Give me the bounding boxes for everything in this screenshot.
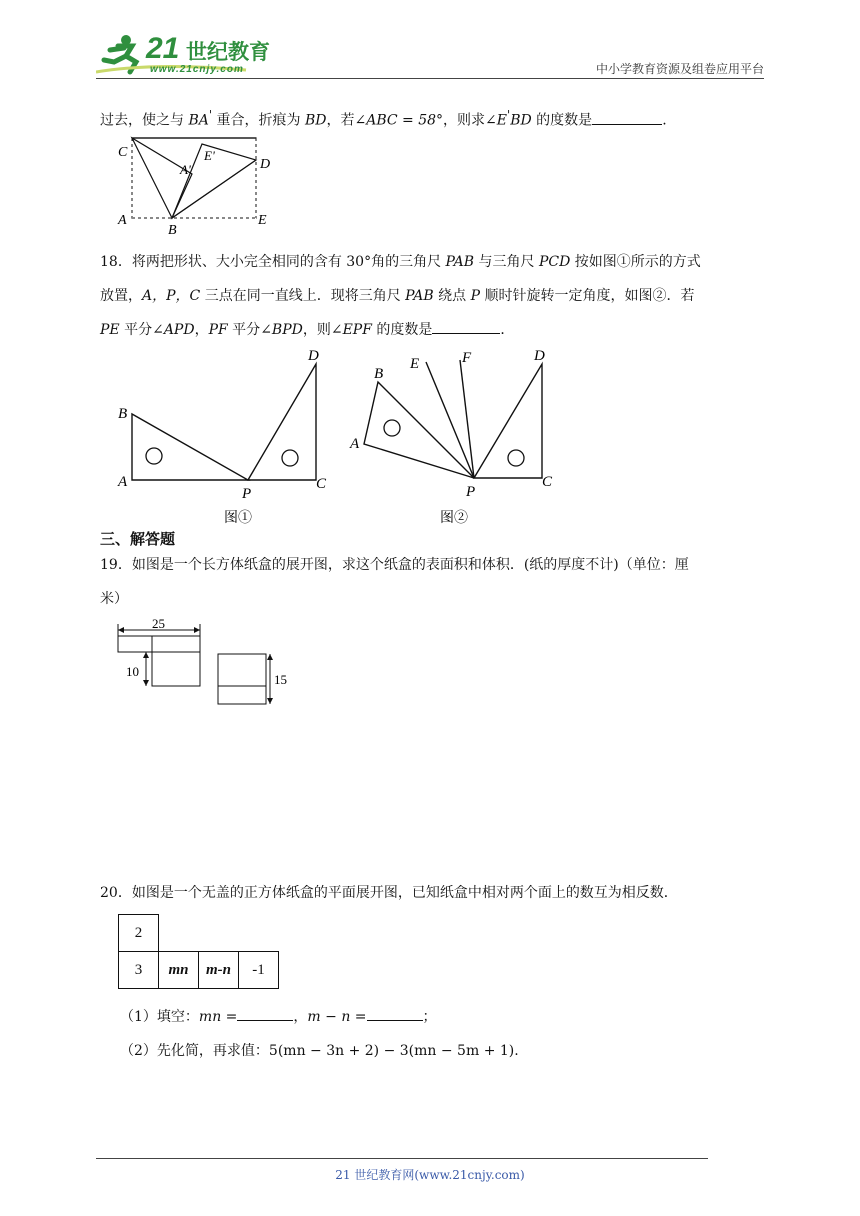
footer-link[interactable]: 21 世纪教育网(www.21cnjy.com) [335,1168,525,1182]
grid-cell: 2 [119,915,159,952]
q18-line1: 18．将两把形状、大小完全相同的含有 30°角的三角尺 PAB 与三角尺 PCD 按如图①所示的方式 [100,254,701,270]
q19-line2: 米） [100,591,128,607]
fig-label: F [462,350,472,366]
fig-label: E [258,213,267,228]
fig-label: A [118,474,128,490]
logo-text: 世纪教育 [186,40,270,64]
logo-number: 21 [146,32,180,65]
section-title: 三、解答题 [100,530,176,548]
q18-figure-2 [344,344,574,530]
answer-blank [432,317,500,334]
header-divider [96,78,764,79]
fig-label: E' [204,148,215,163]
q18-line3: PE 平分∠APD，PF 平分∠BPD，则∠EPF 的度数是 ． [100,317,514,343]
fig-label: E [410,356,420,372]
fig-label: B [168,223,177,236]
dim-label: 25 [152,616,165,631]
fig-label: C [542,474,553,490]
fig-label: B [118,406,128,422]
fig-label: A' [180,162,191,177]
q18-line2: 放置，A，P，C 三点在同一直线上．现将三角尺 PAB 绕点 P 顺时针旋转一定角度，如图②．若 [100,288,695,304]
fig-label: P [242,486,252,502]
answer-blank [237,1004,293,1021]
fig-label: A [350,436,360,452]
q19-line1: 19．如图是一个长方体纸盒的展开图，求这个纸盒的表面积和体积．(纸的厚度不计)（单位：厘 [100,557,689,573]
dim-label: 10 [126,664,139,679]
logo-url: www.21cnjy.com [150,64,244,75]
fig-caption: 图② [440,511,468,526]
fig-label: D [308,348,319,364]
q17-text: 过去，使之与 BA' 重合，折痕为 BD，若∠ABC = 58°，则求∠E'BD 的度数是 . [100,108,667,129]
fig-label: P [466,484,476,500]
fig-caption: 图① [224,511,252,526]
q20-line1: 20．如图是一个无盖的正方体纸盒的平面展开图，已知纸盒中相对两个面上的数互为相反数． [100,885,678,901]
q17-figure [112,134,282,236]
q20-sub1: （1）填空：mn = ，m − n = ； [120,1004,437,1030]
q20-sub2: （2）先化简，再求值：5(mn − 3n + 2) − 3(mn − 5m + 1). [120,1043,519,1059]
fig-label: C [316,476,327,492]
fig-label: D [534,348,545,364]
answer-blank [592,108,662,125]
cube-net-grid [118,914,279,989]
fig-label: B [374,366,384,382]
fig-label: A [118,213,127,228]
platform-title: 中小学教育资源及组卷应用平台 [595,62,764,76]
grid-cell: mn [159,952,199,989]
q19-figure [114,616,304,708]
grid-cell: 3 [119,952,159,989]
footer-divider [96,1158,708,1159]
fig-label: C [118,145,128,160]
grid-cell: m-n [199,952,239,989]
dim-label: 15 [274,672,287,687]
answer-blank [367,1004,423,1021]
grid-cell: -1 [239,952,279,989]
q18-figure-1 [110,344,350,530]
fig-label: D [260,157,271,172]
